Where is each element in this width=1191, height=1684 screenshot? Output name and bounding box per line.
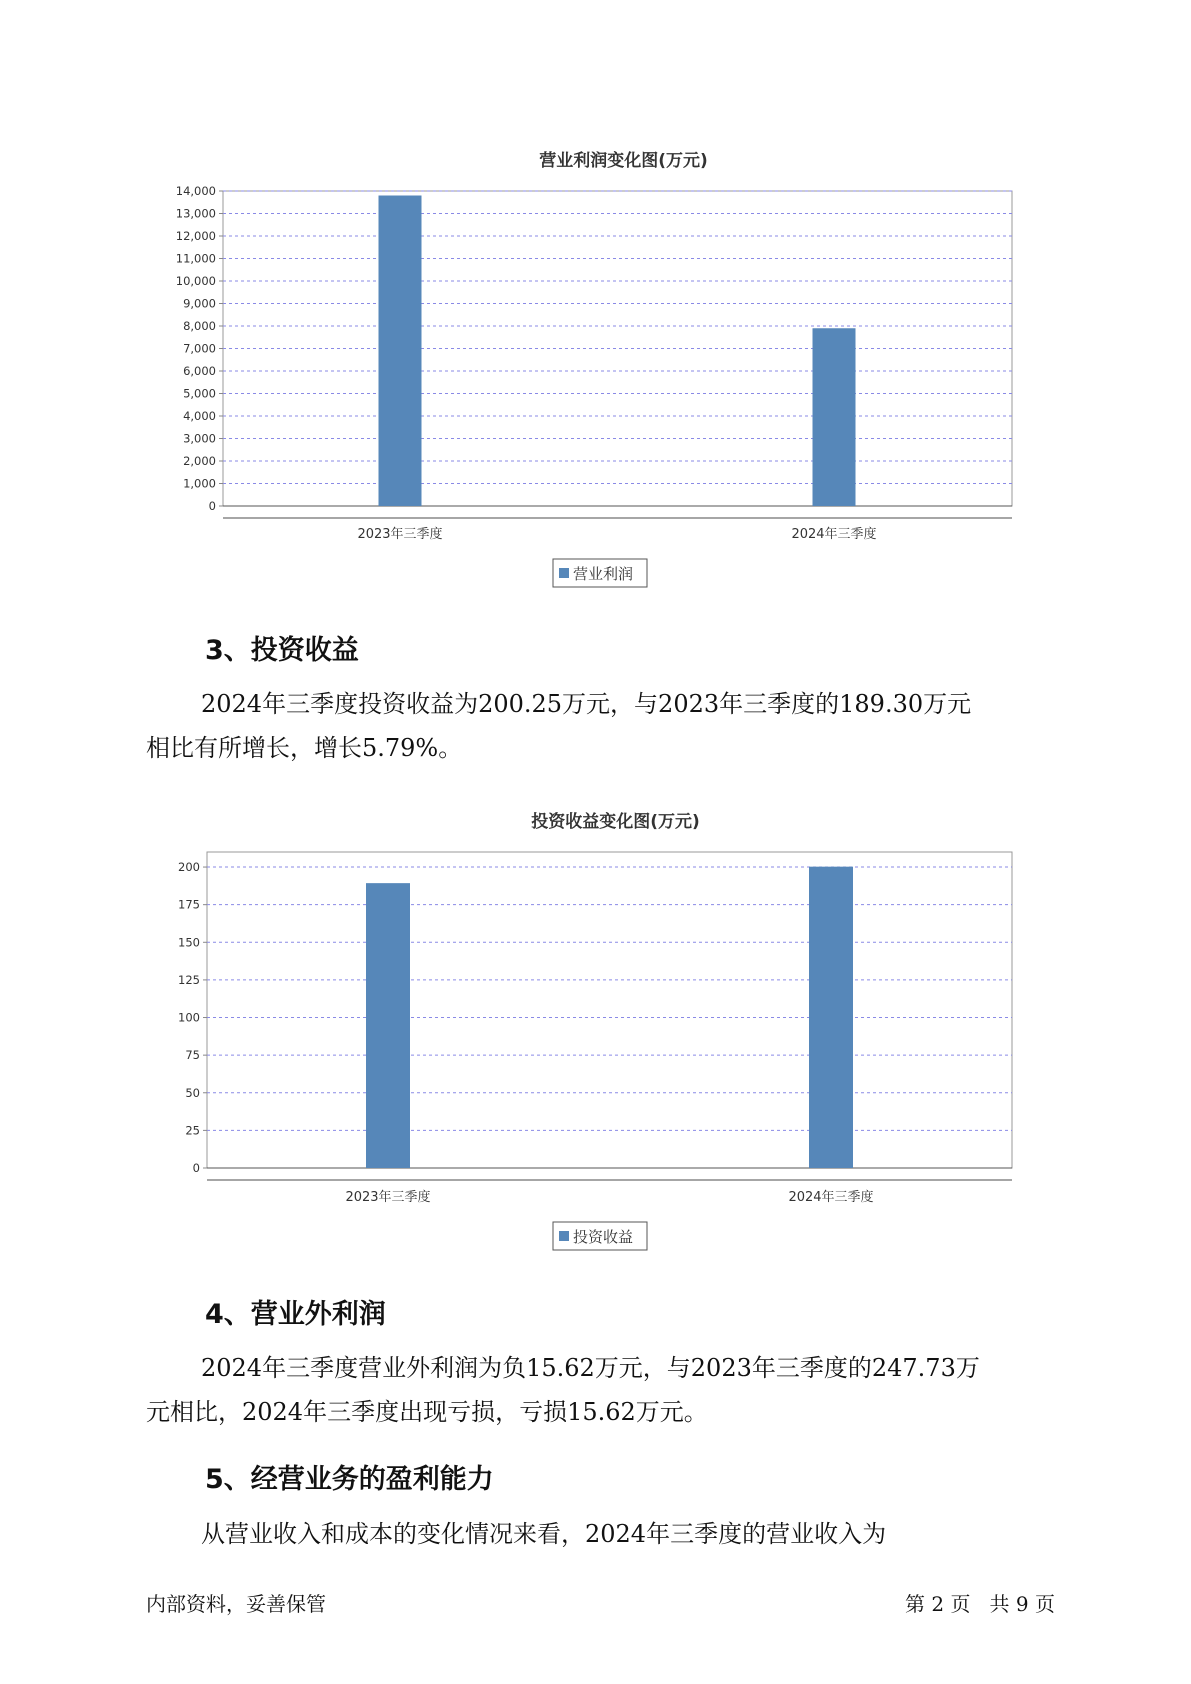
- y-tick-label: 3,000: [183, 431, 216, 446]
- y-tick-label: 10,000: [175, 274, 216, 288]
- y-tick-label: 50: [185, 1085, 200, 1100]
- investment-income-heading: 3、投资收益: [205, 635, 359, 666]
- investment-income-paragraph: [146, 682, 1051, 770]
- y-tick-label: 1,000: [183, 476, 216, 491]
- profitability-heading: 5、经营业务的盈利能力: [205, 1464, 494, 1495]
- y-tick-label: 11,000: [175, 251, 216, 266]
- y-tick-label: 75: [185, 1048, 200, 1063]
- paragraph-line: 2024年三季度营业外利润为负15.62万元，与2023年三季度的247.73万: [201, 1354, 980, 1382]
- y-tick-label: 125: [178, 972, 200, 987]
- y-tick-label: 175: [178, 897, 200, 912]
- legend: [553, 559, 647, 587]
- legend-label: 投资收益: [573, 1228, 634, 1246]
- bar: [809, 867, 853, 1168]
- y-tick-label: 25: [185, 1123, 200, 1138]
- y-tick-label: 0: [208, 499, 216, 513]
- plot-area: [207, 852, 1012, 1168]
- y-tick-label: 150: [178, 935, 200, 950]
- chart-title: 营业利润变化图(万元): [539, 151, 708, 171]
- y-tick-label: 9,000: [183, 296, 216, 311]
- x-tick-label: 2024年三季度: [791, 527, 877, 542]
- y-tick-label: 6,000: [183, 364, 216, 378]
- x-tick-label: 2024年三季度: [788, 1190, 874, 1205]
- footer-page-number: 第 2 页 共 9 页: [905, 1592, 1055, 1616]
- y-tick-label: 2,000: [183, 454, 216, 468]
- y-tick-label: 4,000: [183, 409, 216, 423]
- non-operating-profit-paragraph: [146, 1346, 1051, 1434]
- bar: [379, 196, 422, 507]
- y-tick-label: 200: [178, 860, 200, 875]
- x-tick-label: 2023年三季度: [357, 527, 443, 542]
- investment-income-chart: [178, 811, 1012, 1250]
- operating-profit-chart: [176, 150, 1012, 587]
- paragraph-line: 从营业收入和成本的变化情况来看，2024年三季度的营业收入为: [201, 1520, 887, 1548]
- y-tick-label: 14,000: [175, 184, 216, 198]
- paragraph-line: 元相比，2024年三季度出现亏损，亏损15.62万元。: [146, 1398, 708, 1426]
- plot-area: [223, 191, 1012, 506]
- y-tick-label: 12,000: [175, 229, 216, 243]
- legend: [553, 1222, 647, 1250]
- legend-label: 营业利润: [573, 565, 634, 583]
- profitability-paragraph: [146, 1512, 1051, 1556]
- bar: [366, 883, 410, 1168]
- paragraph-line: 2024年三季度投资收益为200.25万元，与2023年三季度的189.30万元: [201, 690, 972, 718]
- non-operating-profit-heading: 4、营业外利润: [205, 1299, 386, 1330]
- y-tick-label: 7,000: [183, 341, 216, 356]
- chart-title: 投资收益变化图(万元): [531, 812, 700, 832]
- footer-confidential-note: 内部资料，妥善保管: [146, 1592, 326, 1616]
- x-tick-label: 2023年三季度: [345, 1190, 431, 1205]
- y-tick-label: 13,000: [175, 206, 216, 221]
- y-tick-label: 5,000: [183, 386, 216, 401]
- y-tick-label: 8,000: [183, 319, 216, 333]
- legend-swatch: [559, 568, 569, 578]
- y-tick-label: 0: [192, 1161, 200, 1175]
- legend-swatch: [559, 1231, 569, 1241]
- bar: [813, 328, 856, 506]
- y-tick-label: 100: [178, 1010, 200, 1025]
- paragraph-line: 相比有所增长，增长5.79%。: [146, 734, 463, 762]
